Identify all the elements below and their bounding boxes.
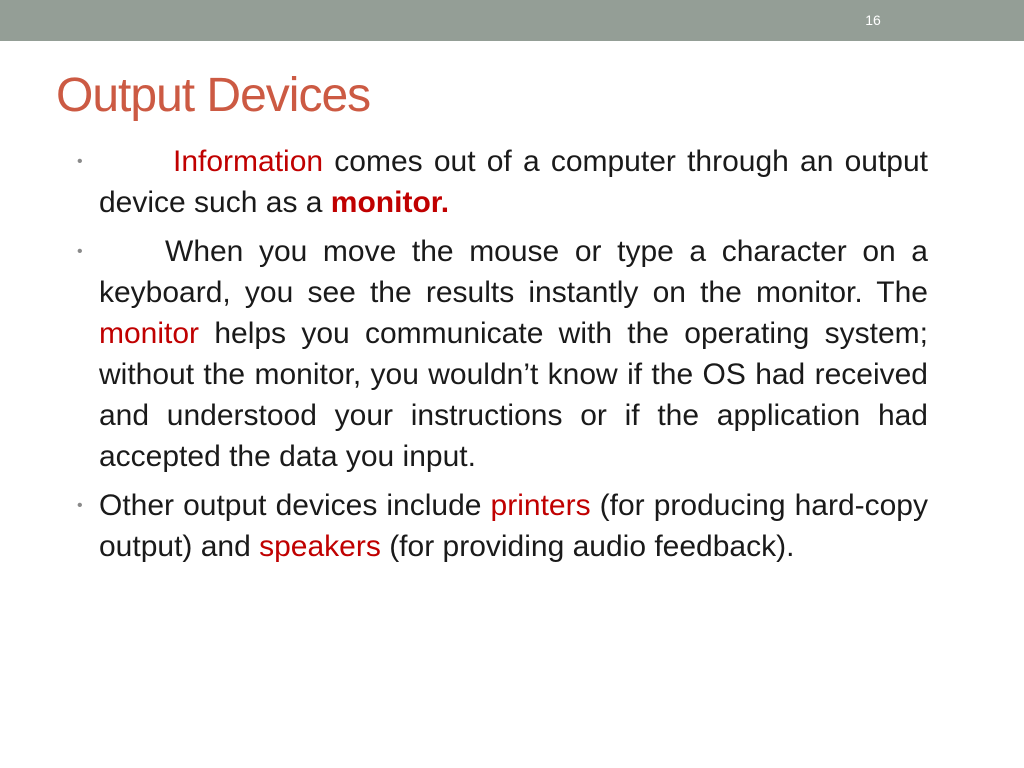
bullet-list (77, 141, 928, 575)
bullet-item-information (77, 141, 928, 223)
highlight-speakers: speakers (259, 530, 381, 563)
bullet-text: (for producing hard-copy output) and (99, 489, 928, 563)
bullet-item-other-devices (77, 485, 928, 567)
bullet-text: (for providing audio feedback). (380, 530, 795, 563)
highlight-monitor: monitor (99, 317, 200, 350)
bullet-dot-icon: • (77, 153, 83, 170)
slide-header-bar (0, 0, 1024, 41)
bullet-text: When you move the mouse or type a character on a keyboard, you see the results instantly on the monitor. The (99, 235, 928, 309)
highlight-printers: printers (490, 489, 591, 522)
bullet-dot-icon: • (77, 497, 83, 514)
bullet-item-monitor (77, 231, 928, 477)
bullet-text: comes out of a computer through an output device such as a (99, 145, 928, 219)
bullet-dot-icon: • (77, 243, 83, 260)
slide-title: Output Devices (56, 69, 371, 122)
highlight-information: Information (173, 145, 324, 178)
bullet-text: Other output devices include (99, 489, 491, 522)
bullet-text: helps you communicate with the operating system; without the monitor, you wouldn’t know if the OS had received and understood your instructions or if the application had accepted the data you input. (99, 317, 928, 473)
highlight-monitor-bold: monitor. (330, 186, 450, 219)
slide-number: 16 (865, 12, 881, 28)
